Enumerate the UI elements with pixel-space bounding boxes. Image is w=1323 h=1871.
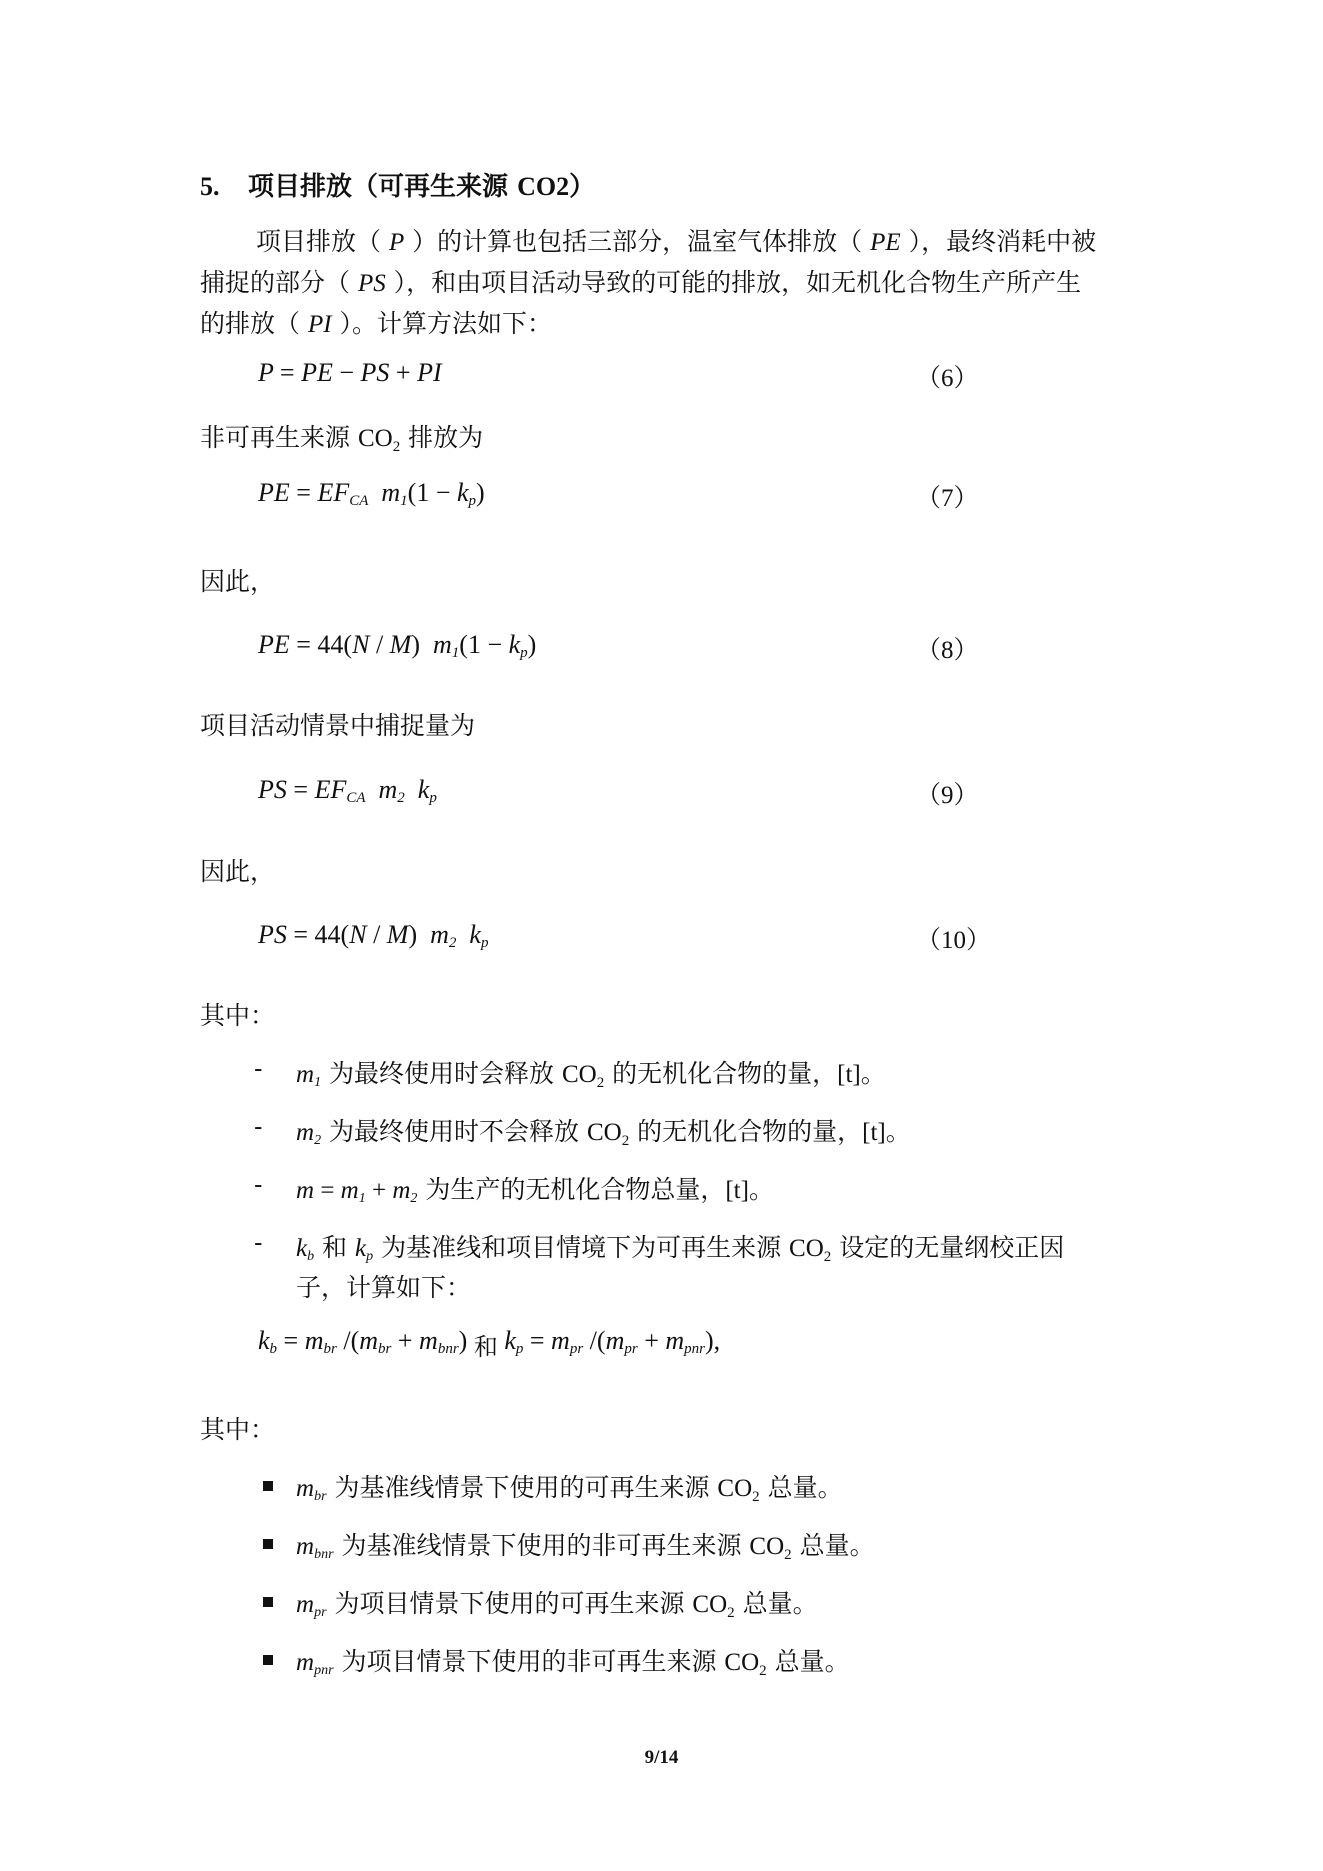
equation-8: PE = 44(N / M) $m_1(1 - k_p)$ — [258, 630, 537, 661]
square-bullet-icon — [263, 1655, 273, 1665]
square-bullet-icon — [263, 1539, 273, 1549]
equation-7-number: （7） — [916, 485, 979, 512]
definition-mpnr: $m_{pnr}$ 为项目情景下使用的非可再生来源 $CO_2$ 总量。 — [296, 1647, 850, 1679]
definition-kb-kp-line1: $k_b$ 和 $k_p$ 为基准线和项目情境下为可再生来源 $CO_2$ 设定的无量纲校正因 — [296, 1233, 1065, 1265]
dash-bullet: - — [254, 1228, 263, 1257]
dash-bullet: - — [254, 1170, 263, 1199]
equation-6: P = PE − PS + PI — [258, 358, 442, 387]
equation-kb-kp: $k_b = m_{br}$ $/(m_{br} + m_{bnr})$ 和 $k_p = m_{pr}$ $/(m_{pr} + m_{pnr})$, — [258, 1326, 721, 1361]
and-word: 和 — [473, 1333, 498, 1361]
intro-line-1: 项目排放（ P ）的计算也包括三部分，温室气体排放（ PE ），最终消耗中被 — [256, 227, 1097, 256]
equation-7: PE = $EF_{CA}$ $m_1(1 - k_p)$ — [258, 478, 485, 509]
where-label-1: 其中： — [200, 1001, 276, 1030]
equation-6-number: （6） — [916, 365, 979, 392]
square-bullet-icon — [263, 1481, 273, 1491]
definition-kb-kp-line2: 子，计算如下： — [296, 1273, 472, 1302]
equation-7-label: 非可再生来源 $CO_2$ 排放为 — [200, 423, 484, 455]
section-number: 5. — [200, 172, 220, 201]
page-number: 9/14 — [644, 1747, 679, 1768]
definition-m1: $m_1$ 为最终使用时会释放 $CO_2$ 的无机化合物的量，[t]。 — [296, 1059, 886, 1091]
equation-9-label: 项目活动情景中捕捉量为 — [200, 711, 476, 740]
intro-line-3: 的排放（ PI ）。计算方法如下： — [200, 309, 553, 338]
intro-paragraph — [200, 222, 1130, 345]
where-label-2: 其中： — [200, 1415, 276, 1444]
definition-mbr: $m_{br}$ 为基准线情景下使用的可再生来源 $CO_2$ 总量。 — [296, 1473, 843, 1505]
intro-line-2: 捕捉的部分（ PS ），和由项目活动导致的可能的排放，如无机化合物生产所产生 — [200, 268, 1082, 297]
dash-bullet: - — [254, 1054, 263, 1083]
section-heading — [200, 166, 595, 203]
dash-bullet: - — [254, 1112, 263, 1141]
equation-9-number: （9） — [916, 782, 979, 809]
equation-10: PS = 44(N / M) $m_2$ $k_p$ — [258, 920, 489, 951]
equation-9: PS = $EF_{CA}$ $m_2$ $k_p$ — [258, 775, 437, 806]
equation-8-number: （8） — [916, 637, 979, 664]
definition-mbnr: $m_{bnr}$ 为基准线情景下使用的非可再生来源 $CO_2$ 总量。 — [296, 1531, 875, 1563]
definition-m2: $m_2$ 为最终使用时不会释放 $CO_2$ 的无机化合物的量，[t]。 — [296, 1117, 911, 1149]
equation-10-number: （10） — [916, 927, 992, 954]
section-title: 项目排放（可再生来源 CO2） — [248, 172, 596, 202]
definition-mpr: $m_{pr}$ 为项目情景下使用的可再生来源 $CO_2$ 总量。 — [296, 1589, 818, 1621]
equation-8-label: 因此， — [200, 567, 276, 596]
square-bullet-icon — [263, 1597, 273, 1607]
equation-10-label: 因此， — [200, 857, 276, 886]
definition-m: $m = m_1 + m_2$ 为生产的无机化合物总量，[t]。 — [296, 1175, 774, 1206]
